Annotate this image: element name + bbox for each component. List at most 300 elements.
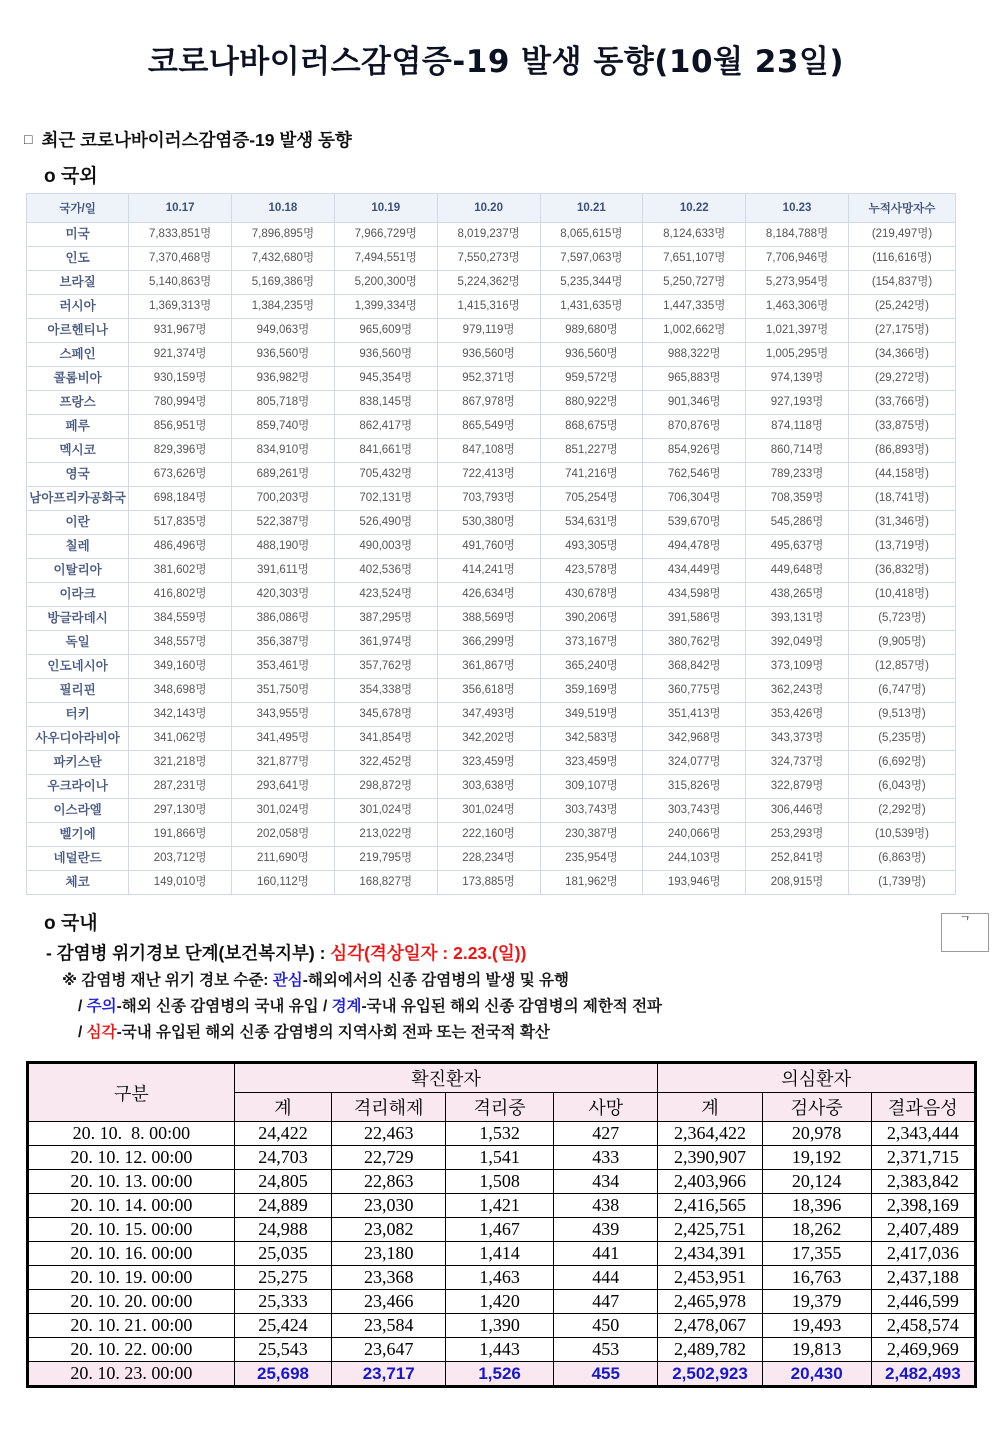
value-cell: 1,005,295명 (746, 343, 849, 367)
corner-note-artifact: ᄀ (941, 913, 989, 952)
country-cell: 프랑스 (27, 391, 129, 415)
value-cell: 309,107명 (540, 775, 643, 799)
page-title: 코로나바이러스감염증-19 발생 동향(10월 23일) (147, 44, 845, 80)
country-cell: 터키 (27, 703, 129, 727)
overseas-table (26, 193, 956, 895)
date-cell: 20. 10. 19. 00:00 (28, 1266, 235, 1290)
stat-cell: 23,082 (332, 1218, 446, 1242)
table-row (27, 727, 956, 751)
stat-cell: 20,978 (762, 1122, 871, 1146)
stat-cell: 2,407,489 (871, 1218, 975, 1242)
stat-cell: 2,489,782 (658, 1338, 762, 1362)
stat-cell: 2,465,978 (658, 1290, 762, 1314)
stat-cell: 24,988 (234, 1218, 332, 1242)
domestic-row (28, 1314, 976, 1338)
alert-levels-note-line-3 (78, 1022, 992, 1043)
column-header: 10.18 (232, 194, 335, 223)
stat-cell: 2,416,565 (658, 1194, 762, 1218)
value-cell: 7,833,851명 (129, 223, 232, 247)
domestic-header-row-1 (28, 1063, 976, 1093)
value-cell: 390,206명 (540, 607, 643, 631)
value-cell: 211,690명 (232, 847, 335, 871)
stat-cell: 2,478,067 (658, 1314, 762, 1338)
stat-cell: 447 (554, 1290, 658, 1314)
value-cell: 834,910명 (232, 439, 335, 463)
value-cell: 870,876명 (643, 415, 746, 439)
value-cell: 351,750명 (232, 679, 335, 703)
stat-cell: 22,729 (332, 1146, 446, 1170)
value-cell: 829,396명 (129, 439, 232, 463)
deaths-cell: (18,741명) (848, 487, 955, 511)
stat-cell: 19,379 (762, 1290, 871, 1314)
value-cell: 673,626명 (129, 463, 232, 487)
deaths-header: 사망 (554, 1093, 658, 1122)
table-row (27, 463, 956, 487)
value-cell: 386,086명 (232, 607, 335, 631)
date-cell: 20. 10. 16. 00:00 (28, 1242, 235, 1266)
stat-cell: 23,368 (332, 1266, 446, 1290)
value-cell: 341,062명 (129, 727, 232, 751)
value-cell: 7,597,063명 (540, 247, 643, 271)
stat-cell: 2,383,842 (871, 1170, 975, 1194)
deaths-cell: (27,175명) (848, 319, 955, 343)
stat-cell: 25,424 (234, 1314, 332, 1338)
stat-cell: 1,420 (446, 1290, 554, 1314)
stat-cell: 1,463 (446, 1266, 554, 1290)
value-cell: 936,560명 (437, 343, 540, 367)
alert-level-line (46, 940, 992, 965)
country-cell: 필리핀 (27, 679, 129, 703)
stat-cell: 1,532 (446, 1122, 554, 1146)
value-cell: 856,951명 (129, 415, 232, 439)
table-row (27, 751, 956, 775)
stat-cell: 18,396 (762, 1194, 871, 1218)
stat-cell: 444 (554, 1266, 658, 1290)
stat-cell: 1,443 (446, 1338, 554, 1362)
value-cell: 5,140,863명 (129, 271, 232, 295)
section-heading (24, 127, 992, 152)
column-header: 10.19 (334, 194, 437, 223)
deaths-cell: (6,692명) (848, 751, 955, 775)
value-cell: 522,387명 (232, 511, 335, 535)
value-cell: 381,602명 (129, 559, 232, 583)
table-row (27, 415, 956, 439)
table-row (27, 583, 956, 607)
value-cell: 7,706,946명 (746, 247, 849, 271)
testing-header: 검사중 (762, 1093, 871, 1122)
alert-levels-note-line-1 (62, 970, 992, 991)
stat-cell: 1,390 (446, 1314, 554, 1338)
country-cell: 파키스탄 (27, 751, 129, 775)
value-cell: 860,714명 (746, 439, 849, 463)
deaths-cell: (5,723명) (848, 607, 955, 631)
domestic-label: o 국내 (44, 913, 98, 934)
value-cell: 402,536명 (334, 559, 437, 583)
country-cell: 아르헨티나 (27, 319, 129, 343)
stat-cell: 2,403,966 (658, 1170, 762, 1194)
value-cell: 1,369,313명 (129, 295, 232, 319)
value-cell: 491,760명 (437, 535, 540, 559)
value-cell: 168,827명 (334, 871, 437, 895)
value-cell: 391,586명 (643, 607, 746, 631)
value-cell: 5,235,344명 (540, 271, 643, 295)
level-juui: 주의 (86, 998, 117, 1015)
stat-cell: 1,541 (446, 1146, 554, 1170)
deaths-cell: (25,242명) (848, 295, 955, 319)
value-cell: 5,273,954명 (746, 271, 849, 295)
country-cell: 사우디아라비아 (27, 727, 129, 751)
stat-cell: 23,717 (332, 1362, 446, 1387)
value-cell: 341,495명 (232, 727, 335, 751)
value-cell: 322,879명 (746, 775, 849, 799)
country-cell: 브라질 (27, 271, 129, 295)
stat-cell: 20,124 (762, 1170, 871, 1194)
country-cell: 러시아 (27, 295, 129, 319)
deaths-cell: (13,719명) (848, 535, 955, 559)
domestic-row (28, 1122, 976, 1146)
country-cell: 인도네시아 (27, 655, 129, 679)
value-cell: 366,299명 (437, 631, 540, 655)
stat-cell: 2,453,951 (658, 1266, 762, 1290)
value-cell: 303,743명 (643, 799, 746, 823)
column-header: 10.21 (540, 194, 643, 223)
domestic-table (26, 1061, 977, 1388)
value-cell: 927,193명 (746, 391, 849, 415)
deaths-cell: (33,875명) (848, 415, 955, 439)
stat-cell: 19,813 (762, 1338, 871, 1362)
value-cell: 426,634명 (437, 583, 540, 607)
domestic-row (28, 1170, 976, 1194)
country-cell: 인도 (27, 247, 129, 271)
country-cell: 스페인 (27, 343, 129, 367)
date-cell: 20. 10. 8. 00:00 (28, 1122, 235, 1146)
value-cell: 322,452명 (334, 751, 437, 775)
stat-cell: 24,805 (234, 1170, 332, 1194)
value-cell: 391,611명 (232, 559, 335, 583)
value-cell: 841,661명 (334, 439, 437, 463)
level-gyeonggye: 경계 (331, 998, 362, 1015)
table-row (27, 391, 956, 415)
stat-cell: 23,647 (332, 1338, 446, 1362)
deaths-cell: (10,418명) (848, 583, 955, 607)
value-cell: 722,413명 (437, 463, 540, 487)
value-cell: 414,241명 (437, 559, 540, 583)
deaths-cell: (6,043명) (848, 775, 955, 799)
value-cell: 708,359명 (746, 487, 849, 511)
value-cell: 1,463,306명 (746, 295, 849, 319)
deaths-cell: (36,832명) (848, 559, 955, 583)
value-cell: 303,743명 (540, 799, 643, 823)
value-cell: 545,286명 (746, 511, 849, 535)
value-cell: 495,637명 (746, 535, 849, 559)
value-cell: 493,305명 (540, 535, 643, 559)
value-cell: 373,167명 (540, 631, 643, 655)
deaths-cell: (5,235명) (848, 727, 955, 751)
level-gwansim: 관심 (272, 972, 303, 989)
stat-cell: 22,463 (332, 1122, 446, 1146)
value-cell: 702,131명 (334, 487, 437, 511)
value-cell: 360,775명 (643, 679, 746, 703)
stat-cell: 427 (554, 1122, 658, 1146)
slash: / (78, 998, 87, 1015)
stat-cell: 439 (554, 1218, 658, 1242)
confirmed-group-header: 확진환자 (234, 1063, 658, 1093)
stat-cell: 24,422 (234, 1122, 332, 1146)
stat-cell: 2,446,599 (871, 1290, 975, 1314)
value-cell: 347,493명 (437, 703, 540, 727)
value-cell: 952,371명 (437, 367, 540, 391)
table-row (27, 295, 956, 319)
domestic-row (28, 1362, 976, 1387)
country-cell: 콜롬비아 (27, 367, 129, 391)
value-cell: 7,651,107명 (643, 247, 746, 271)
domestic-row (28, 1218, 976, 1242)
value-cell: 191,866명 (129, 823, 232, 847)
value-cell: 741,216명 (540, 463, 643, 487)
value-cell: 854,926명 (643, 439, 746, 463)
deaths-cell: (2,292명) (848, 799, 955, 823)
value-cell: 488,190명 (232, 535, 335, 559)
value-cell: 989,680명 (540, 319, 643, 343)
stat-cell: 25,543 (234, 1338, 332, 1362)
value-cell: 359,169명 (540, 679, 643, 703)
value-cell: 213,022명 (334, 823, 437, 847)
value-cell: 323,459명 (540, 751, 643, 775)
value-cell: 434,598명 (643, 583, 746, 607)
country-cell: 미국 (27, 223, 129, 247)
column-header: 10.22 (643, 194, 746, 223)
value-cell: 8,184,788명 (746, 223, 849, 247)
domestic-row (28, 1194, 976, 1218)
value-cell: 530,380명 (437, 511, 540, 535)
date-cell: 20. 10. 23. 00:00 (28, 1362, 235, 1387)
value-cell: 705,432명 (334, 463, 437, 487)
value-cell: 348,557명 (129, 631, 232, 655)
value-cell: 342,968명 (643, 727, 746, 751)
levels-intro: ※ 감염병 재난 위기 경보 수준: (62, 972, 273, 989)
value-cell: 1,021,397명 (746, 319, 849, 343)
value-cell: 434,449명 (643, 559, 746, 583)
value-cell: 705,254명 (540, 487, 643, 511)
value-cell: 805,718명 (232, 391, 335, 415)
stat-cell: 2,371,715 (871, 1146, 975, 1170)
stat-cell: 17,355 (762, 1242, 871, 1266)
level-gyeonggye-desc: -국내 유입된 해외 신종 감염병의 제한적 전파 (361, 998, 663, 1015)
value-cell: 353,461명 (232, 655, 335, 679)
level-simgak: 심각 (86, 1024, 117, 1041)
value-cell: 392,049명 (746, 631, 849, 655)
date-cell: 20. 10. 22. 00:00 (28, 1338, 235, 1362)
date-cell: 20. 10. 13. 00:00 (28, 1170, 235, 1194)
table-row (27, 703, 956, 727)
value-cell: 7,550,273명 (437, 247, 540, 271)
value-cell: 7,494,551명 (334, 247, 437, 271)
value-cell: 7,370,468명 (129, 247, 232, 271)
deaths-cell: (34,366명) (848, 343, 955, 367)
stat-cell: 25,035 (234, 1242, 332, 1266)
date-cell: 20. 10. 20. 00:00 (28, 1290, 235, 1314)
value-cell: 380,762명 (643, 631, 746, 655)
deaths-cell: (9,513명) (848, 703, 955, 727)
value-cell: 430,678명 (540, 583, 643, 607)
stat-cell: 23,584 (332, 1314, 446, 1338)
alert-levels-note-line-2 (78, 996, 992, 1017)
value-cell: 8,019,237명 (437, 223, 540, 247)
alert-level-prefix: - 감염병 위기경보 단계(보건복지부) : (46, 943, 331, 963)
value-cell: 988,322명 (643, 343, 746, 367)
deaths-cell: (29,272명) (848, 367, 955, 391)
stat-cell: 450 (554, 1314, 658, 1338)
deaths-cell: (116,616명) (848, 247, 955, 271)
country-cell: 이스라엘 (27, 799, 129, 823)
negative-header: 결과음성 (871, 1093, 975, 1122)
value-cell: 202,058명 (232, 823, 335, 847)
value-cell: 847,108명 (437, 439, 540, 463)
country-cell: 영국 (27, 463, 129, 487)
country-cell: 페루 (27, 415, 129, 439)
table-row (27, 271, 956, 295)
value-cell: 965,609명 (334, 319, 437, 343)
stat-cell: 2,458,574 (871, 1314, 975, 1338)
value-cell: 351,413명 (643, 703, 746, 727)
value-cell: 388,569명 (437, 607, 540, 631)
value-cell: 348,698명 (129, 679, 232, 703)
value-cell: 384,559명 (129, 607, 232, 631)
value-cell: 868,675명 (540, 415, 643, 439)
deaths-cell: (6,863명) (848, 847, 955, 871)
value-cell: 301,024명 (334, 799, 437, 823)
value-cell: 1,431,635명 (540, 295, 643, 319)
value-cell: 356,387명 (232, 631, 335, 655)
table-row (27, 223, 956, 247)
stat-cell: 438 (554, 1194, 658, 1218)
deaths-cell: (33,766명) (848, 391, 955, 415)
stat-cell: 441 (554, 1242, 658, 1266)
stat-cell: 23,466 (332, 1290, 446, 1314)
domestic-row (28, 1266, 976, 1290)
value-cell: 361,974명 (334, 631, 437, 655)
stat-cell: 2,502,923 (658, 1362, 762, 1387)
value-cell: 526,490명 (334, 511, 437, 535)
value-cell: 1,399,334명 (334, 295, 437, 319)
domestic-row (28, 1242, 976, 1266)
stat-cell: 16,763 (762, 1266, 871, 1290)
value-cell: 703,793명 (437, 487, 540, 511)
value-cell: 1,384,235명 (232, 295, 335, 319)
value-cell: 287,231명 (129, 775, 232, 799)
column-header: 국가/일 (27, 194, 129, 223)
level-gwansim-desc: -해외에서의 신종 감염병의 발생 및 유행 (302, 972, 569, 989)
value-cell: 851,227명 (540, 439, 643, 463)
value-cell: 689,261명 (232, 463, 335, 487)
value-cell: 235,954명 (540, 847, 643, 871)
value-cell: 252,841명 (746, 847, 849, 871)
value-cell: 8,124,633명 (643, 223, 746, 247)
stat-cell: 24,703 (234, 1146, 332, 1170)
value-cell: 373,109명 (746, 655, 849, 679)
stat-cell: 455 (554, 1362, 658, 1387)
stat-cell: 2,390,907 (658, 1146, 762, 1170)
value-cell: 901,346명 (643, 391, 746, 415)
level-juui-desc: -해외 신종 감염병의 국내 유입 / (116, 998, 332, 1015)
deaths-cell: (9,905명) (848, 631, 955, 655)
value-cell: 345,678명 (334, 703, 437, 727)
value-cell: 838,145명 (334, 391, 437, 415)
date-cell: 20. 10. 14. 00:00 (28, 1194, 235, 1218)
value-cell: 342,143명 (129, 703, 232, 727)
stat-cell: 24,889 (234, 1194, 332, 1218)
stat-cell: 2,343,444 (871, 1122, 975, 1146)
table-row (27, 631, 956, 655)
value-cell: 321,877명 (232, 751, 335, 775)
value-cell: 1,415,316명 (437, 295, 540, 319)
country-cell: 칠레 (27, 535, 129, 559)
value-cell: 936,560명 (334, 343, 437, 367)
value-cell: 449,648명 (746, 559, 849, 583)
value-cell: 342,583명 (540, 727, 643, 751)
deaths-cell: (31,346명) (848, 511, 955, 535)
value-cell: 5,169,386명 (232, 271, 335, 295)
value-cell: 438,265명 (746, 583, 849, 607)
table-row (27, 679, 956, 703)
value-cell: 219,795명 (334, 847, 437, 871)
overseas-header-row (27, 194, 956, 223)
stat-cell: 20,430 (762, 1362, 871, 1387)
value-cell: 361,867명 (437, 655, 540, 679)
date-cell: 20. 10. 21. 00:00 (28, 1314, 235, 1338)
stat-cell: 23,180 (332, 1242, 446, 1266)
deaths-cell: (10,539명) (848, 823, 955, 847)
table-row (27, 559, 956, 583)
value-cell: 490,003명 (334, 535, 437, 559)
country-cell: 남아프리카공화국 (27, 487, 129, 511)
suspected-total-header: 계 (658, 1093, 762, 1122)
stat-cell: 2,425,751 (658, 1218, 762, 1242)
value-cell: 700,203명 (232, 487, 335, 511)
value-cell: 534,631명 (540, 511, 643, 535)
alert-level-value: 심각(격상일자 : 2.23.(일)) (330, 943, 527, 963)
value-cell: 874,118명 (746, 415, 849, 439)
country-cell: 이란 (27, 511, 129, 535)
table-row (27, 871, 956, 895)
confirmed-total-header: 계 (234, 1093, 332, 1122)
stat-cell: 453 (554, 1338, 658, 1362)
value-cell: 7,432,680명 (232, 247, 335, 271)
table-row (27, 847, 956, 871)
deaths-cell: (44,158명) (848, 463, 955, 487)
country-cell: 네덜란드 (27, 847, 129, 871)
table-row (27, 343, 956, 367)
value-cell: 949,063명 (232, 319, 335, 343)
column-header: 10.23 (746, 194, 849, 223)
value-cell: 517,835명 (129, 511, 232, 535)
value-cell: 420,303명 (232, 583, 335, 607)
value-cell: 323,459명 (437, 751, 540, 775)
domestic-row (28, 1290, 976, 1314)
value-cell: 416,802명 (129, 583, 232, 607)
value-cell: 945,354명 (334, 367, 437, 391)
table-row (27, 319, 956, 343)
value-cell: 324,077명 (643, 751, 746, 775)
table-row (27, 367, 956, 391)
value-cell: 354,338명 (334, 679, 437, 703)
value-cell: 859,740명 (232, 415, 335, 439)
value-cell: 315,826명 (643, 775, 746, 799)
value-cell: 880,922명 (540, 391, 643, 415)
stat-cell: 2,398,169 (871, 1194, 975, 1218)
value-cell: 7,966,729명 (334, 223, 437, 247)
value-cell: 780,994명 (129, 391, 232, 415)
